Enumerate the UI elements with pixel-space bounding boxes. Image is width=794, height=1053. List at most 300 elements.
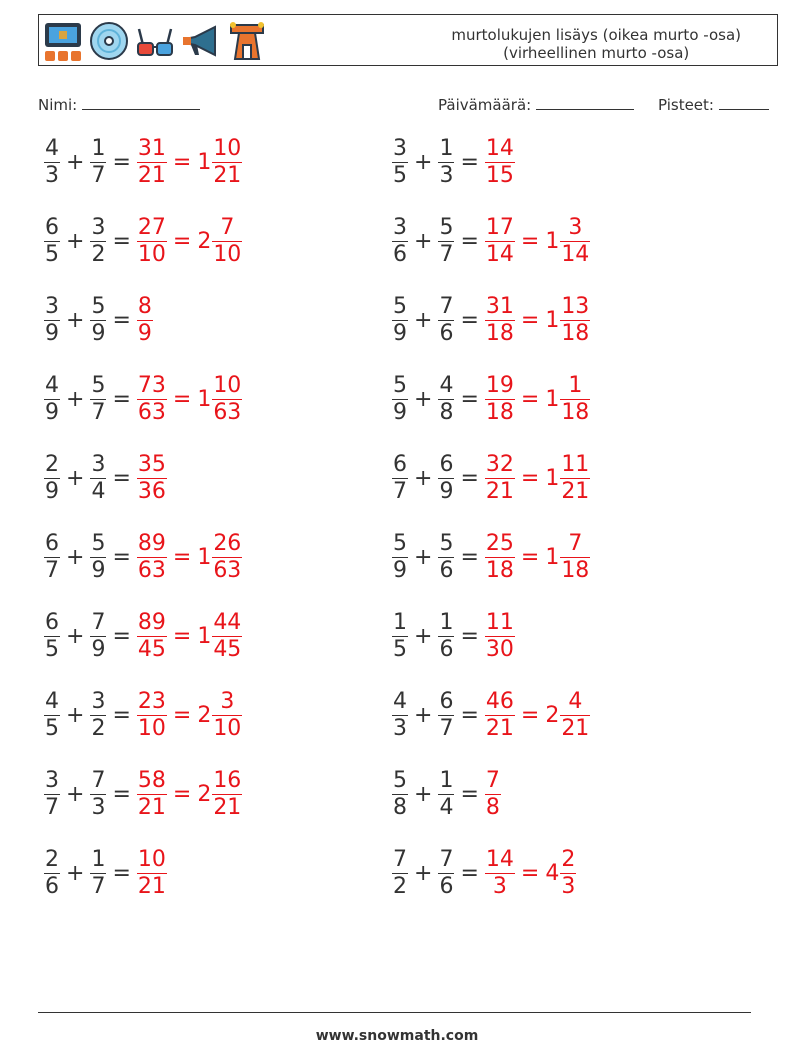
numerator: 27 [137,214,166,240]
denominator: 21 [213,162,242,188]
denominator: 7 [45,557,59,583]
problem-9 [44,446,167,510]
equals-sign: = [460,465,479,491]
addend-b [438,848,454,899]
addend-b [438,769,454,820]
addend-b [438,611,454,662]
numerator: 26 [213,530,242,556]
worksheet-title [451,26,741,62]
denominator: 9 [45,320,59,346]
denominator: 9 [393,399,407,425]
denominator: 21 [137,794,166,820]
score-label: Pisteet: [658,96,714,114]
answer-equals-sign: = [172,702,192,728]
score-field[interactable] [658,95,769,114]
problem-19 [44,841,167,905]
numerator: 5 [393,372,407,398]
answer-equals-sign: = [172,386,192,412]
denominator: 18 [561,320,590,346]
plus-sign: + [66,465,85,491]
addend-a [392,769,408,820]
denominator: 21 [485,715,514,741]
problem-6 [392,288,590,352]
numerator: 1 [91,135,106,161]
denominator: 10 [137,241,166,267]
plus-sign: + [414,702,433,728]
numerator: 32 [485,451,514,477]
numerator: 4 [568,688,583,714]
denominator: 3 [45,162,59,188]
problem-4 [392,209,590,273]
denominator: 7 [91,162,106,188]
denominator: 3 [439,162,454,188]
denominator: 63 [137,399,166,425]
numerator: 6 [45,609,59,635]
mixed-fraction [560,690,590,741]
computer-monitor-icon [43,19,83,63]
numerator: 5 [91,372,106,398]
plus-sign: + [66,544,85,570]
answer [485,295,590,346]
denominator: 10 [137,715,166,741]
addend-b [438,295,454,346]
answer [485,611,515,662]
denominator: 45 [213,636,242,662]
problem-14 [392,604,515,668]
mixed-fraction [212,532,242,583]
addend-a [44,611,60,662]
addend-a [392,532,408,583]
answer-equals-sign: = [520,465,540,491]
numerator: 2 [561,846,576,872]
numerator: 3 [220,688,235,714]
answer [137,137,242,188]
answer-fraction [137,216,167,267]
denominator: 18 [561,399,590,425]
numerator: 1 [439,767,454,793]
numerator: 23 [137,688,166,714]
numerator: 4 [439,372,454,398]
date-label: Päivämäärä: [438,96,532,114]
answer [485,137,515,188]
addend-b [438,137,454,188]
header-icons [43,19,267,63]
answer-equals-sign: = [172,228,192,254]
addend-a [392,137,408,188]
numerator: 4 [45,688,59,714]
problem-7 [44,367,242,431]
tower-icon [227,19,267,63]
problem-20 [392,841,576,905]
answer-equals-sign: = [520,860,540,886]
addend-a [392,690,408,741]
plus-sign: + [66,228,85,254]
answer [485,453,590,504]
whole-part: 1 [545,386,560,412]
addend-b [90,769,106,820]
numerator: 6 [439,688,454,714]
denominator: 18 [485,399,514,425]
problem-18 [392,762,501,826]
answer-fraction [485,769,501,820]
equals-sign: = [112,702,131,728]
numerator: 35 [137,451,166,477]
plus-sign: + [414,544,433,570]
denominator: 18 [561,557,590,583]
numerator: 5 [393,530,407,556]
problem-13 [44,604,242,668]
numerator: 1 [393,609,407,635]
plus-sign: + [414,781,433,807]
numerator: 7 [393,846,407,872]
answer-fraction [137,690,167,741]
addend-b [90,374,106,425]
answer [485,374,590,425]
addend-b [90,848,106,899]
mixed-number [197,611,242,662]
denominator: 45 [137,636,166,662]
denominator: 63 [213,557,242,583]
denominator: 7 [45,794,59,820]
answer-fraction [137,137,167,188]
title-line-2: (virheellinen murto -osa) [503,44,690,62]
denominator: 10 [213,715,242,741]
megaphone-icon [181,19,221,63]
plus-sign: + [414,386,433,412]
answer [137,532,242,583]
equals-sign: = [112,781,131,807]
addend-b [90,295,106,346]
whole-part: 1 [197,386,212,412]
denominator: 6 [439,557,454,583]
title-line-1: murtolukujen lisäys (oikea murto -osa) [451,26,741,44]
numerator: 11 [561,451,590,477]
numerator: 17 [485,214,514,240]
addend-a [44,532,60,583]
numerator: 7 [568,530,583,556]
numerator: 7 [439,846,454,872]
answer [137,690,242,741]
denominator: 8 [485,794,500,820]
answer-fraction [137,848,167,899]
equals-sign: = [112,860,131,886]
denominator: 63 [137,557,166,583]
footer-url: www.snowmath.com [315,1028,479,1044]
3d-glasses-icon [135,19,175,63]
denominator: 21 [561,478,590,504]
equals-sign: = [460,860,479,886]
denominator: 3 [492,873,507,899]
numerator: 25 [485,530,514,556]
denominator: 6 [393,241,407,267]
answer [137,769,242,820]
denominator: 4 [439,794,454,820]
numerator: 8 [137,293,152,319]
whole-part: 2 [197,228,212,254]
denominator: 7 [393,478,407,504]
addend-a [392,848,408,899]
whole-part: 1 [545,544,560,570]
denominator: 5 [45,241,59,267]
denominator: 9 [45,399,59,425]
denominator: 36 [137,478,166,504]
answer-equals-sign: = [520,307,540,333]
addend-b [90,532,106,583]
equals-sign: = [112,623,131,649]
name-label: Nimi: [38,96,78,114]
denominator: 9 [439,478,454,504]
answer-equals-sign: = [172,544,192,570]
name-blank[interactable] [82,95,200,110]
addend-b [438,216,454,267]
plus-sign: + [414,623,433,649]
answer-fraction [485,374,515,425]
answer-equals-sign: = [520,702,540,728]
equals-sign: = [460,781,479,807]
numerator: 6 [45,214,59,240]
addend-b [90,690,106,741]
answer-fraction [137,295,153,346]
date-field[interactable] [438,95,634,114]
numerator: 7 [91,609,106,635]
addend-a [44,690,60,741]
addend-a [44,374,60,425]
numerator: 7 [220,214,235,240]
mixed-fraction [212,374,242,425]
equals-sign: = [460,623,479,649]
numerator: 7 [439,293,454,319]
score-blank[interactable] [719,95,769,110]
answer [485,690,590,741]
answer-equals-sign: = [172,781,192,807]
denominator: 63 [213,399,242,425]
whole-part: 1 [197,149,212,175]
answer [137,611,242,662]
numerator: 58 [137,767,166,793]
numerator: 3 [393,135,407,161]
denominator: 6 [439,320,454,346]
equals-sign: = [460,386,479,412]
denominator: 8 [393,794,407,820]
numerator: 4 [45,372,59,398]
plus-sign: + [66,149,85,175]
mixed-number [545,374,590,425]
numerator: 44 [213,609,242,635]
answer-fraction [485,848,515,899]
plus-sign: + [414,228,433,254]
problem-12 [392,525,590,589]
answer-equals-sign: = [520,544,540,570]
denominator: 9 [393,557,407,583]
mixed-fraction [212,769,242,820]
answer [137,374,242,425]
denominator: 30 [485,636,514,662]
mixed-number [545,532,590,583]
addend-b [438,453,454,504]
equals-sign: = [460,307,479,333]
mixed-number [197,374,242,425]
whole-part: 1 [197,623,212,649]
answer-fraction [137,611,167,662]
numerator: 5 [439,530,454,556]
answer-fraction [485,532,515,583]
numerator: 5 [393,767,407,793]
numerator: 1 [439,135,454,161]
problem-2 [392,130,515,194]
numerator: 6 [439,451,454,477]
addend-a [392,453,408,504]
mixed-number [197,690,242,741]
plus-sign: + [414,149,433,175]
mixed-number [545,690,590,741]
denominator: 15 [485,162,514,188]
answer [137,216,242,267]
plus-sign: + [66,702,85,728]
numerator: 2 [45,451,59,477]
numerator: 19 [485,372,514,398]
mixed-number [545,453,590,504]
problem-17 [44,762,242,826]
whole-part: 2 [197,702,212,728]
denominator: 21 [137,162,166,188]
denominator: 21 [561,715,590,741]
numerator: 5 [439,214,454,240]
date-blank[interactable] [536,95,634,110]
whole-part: 1 [545,228,560,254]
answer [485,769,501,820]
denominator: 5 [393,162,407,188]
answer [485,532,590,583]
equals-sign: = [460,702,479,728]
numerator: 1 [439,609,454,635]
mixed-number [197,137,242,188]
addend-b [438,374,454,425]
numerator: 5 [393,293,407,319]
numerator: 3 [91,214,106,240]
addend-a [44,216,60,267]
denominator: 5 [45,715,59,741]
plus-sign: + [66,307,85,333]
numerator: 31 [485,293,514,319]
denominator: 9 [137,320,152,346]
numerator: 3 [45,767,59,793]
denominator: 9 [91,636,106,662]
plus-sign: + [66,781,85,807]
mixed-number [545,295,590,346]
answer [137,295,153,346]
denominator: 14 [561,241,590,267]
numerator: 4 [393,688,407,714]
numerator: 16 [213,767,242,793]
numerator: 7 [91,767,106,793]
answer-equals-sign: = [520,228,540,254]
addend-b [438,690,454,741]
denominator: 21 [213,794,242,820]
addend-b [90,216,106,267]
numerator: 3 [568,214,583,240]
numerator: 7 [485,767,500,793]
mixed-fraction [212,137,242,188]
numerator: 46 [485,688,514,714]
denominator: 6 [439,873,454,899]
mixed-fraction [212,690,242,741]
numerator: 6 [45,530,59,556]
denominator: 9 [45,478,59,504]
problem-15 [44,683,242,747]
answer-fraction [485,611,515,662]
denominator: 10 [213,241,242,267]
numerator: 5 [91,293,106,319]
whole-part: 2 [545,702,560,728]
numerator: 13 [561,293,590,319]
mixed-number [545,848,576,899]
plus-sign: + [66,386,85,412]
addend-b [90,137,106,188]
denominator: 6 [439,636,454,662]
answer-fraction [485,137,515,188]
numerator: 89 [137,530,166,556]
addend-a [392,611,408,662]
name-field[interactable] [38,95,200,114]
plus-sign: + [414,307,433,333]
denominator: 5 [393,636,407,662]
numerator: 5 [91,530,106,556]
numerator: 6 [393,451,407,477]
denominator: 9 [91,320,106,346]
problem-5 [44,288,153,352]
equals-sign: = [112,228,131,254]
numerator: 3 [91,688,106,714]
problem-11 [44,525,242,589]
mixed-fraction [212,611,242,662]
equals-sign: = [112,544,131,570]
mixed-number [197,769,242,820]
numerator: 14 [485,846,514,872]
numerator: 2 [45,846,59,872]
answer-fraction [485,295,515,346]
mixed-number [197,216,242,267]
addend-a [392,216,408,267]
denominator: 5 [45,636,59,662]
denominator: 7 [439,241,454,267]
denominator: 6 [45,873,59,899]
cd-disc-icon [89,19,129,63]
denominator: 8 [439,399,454,425]
numerator: 3 [393,214,407,240]
answer-equals-sign: = [172,623,192,649]
denominator: 4 [91,478,106,504]
numerator: 10 [213,135,242,161]
addend-a [44,453,60,504]
numerator: 1 [568,372,583,398]
equals-sign: = [112,307,131,333]
answer-equals-sign: = [172,149,192,175]
answer [485,848,576,899]
answer [485,216,590,267]
denominator: 3 [91,794,106,820]
mixed-fraction [560,848,576,899]
plus-sign: + [66,623,85,649]
whole-part: 1 [545,465,560,491]
problem-10 [392,446,590,510]
denominator: 7 [91,399,106,425]
mixed-fraction [212,216,242,267]
numerator: 4 [45,135,59,161]
mixed-fraction [560,216,590,267]
numerator: 3 [91,451,106,477]
addend-b [438,532,454,583]
answer [137,453,167,504]
